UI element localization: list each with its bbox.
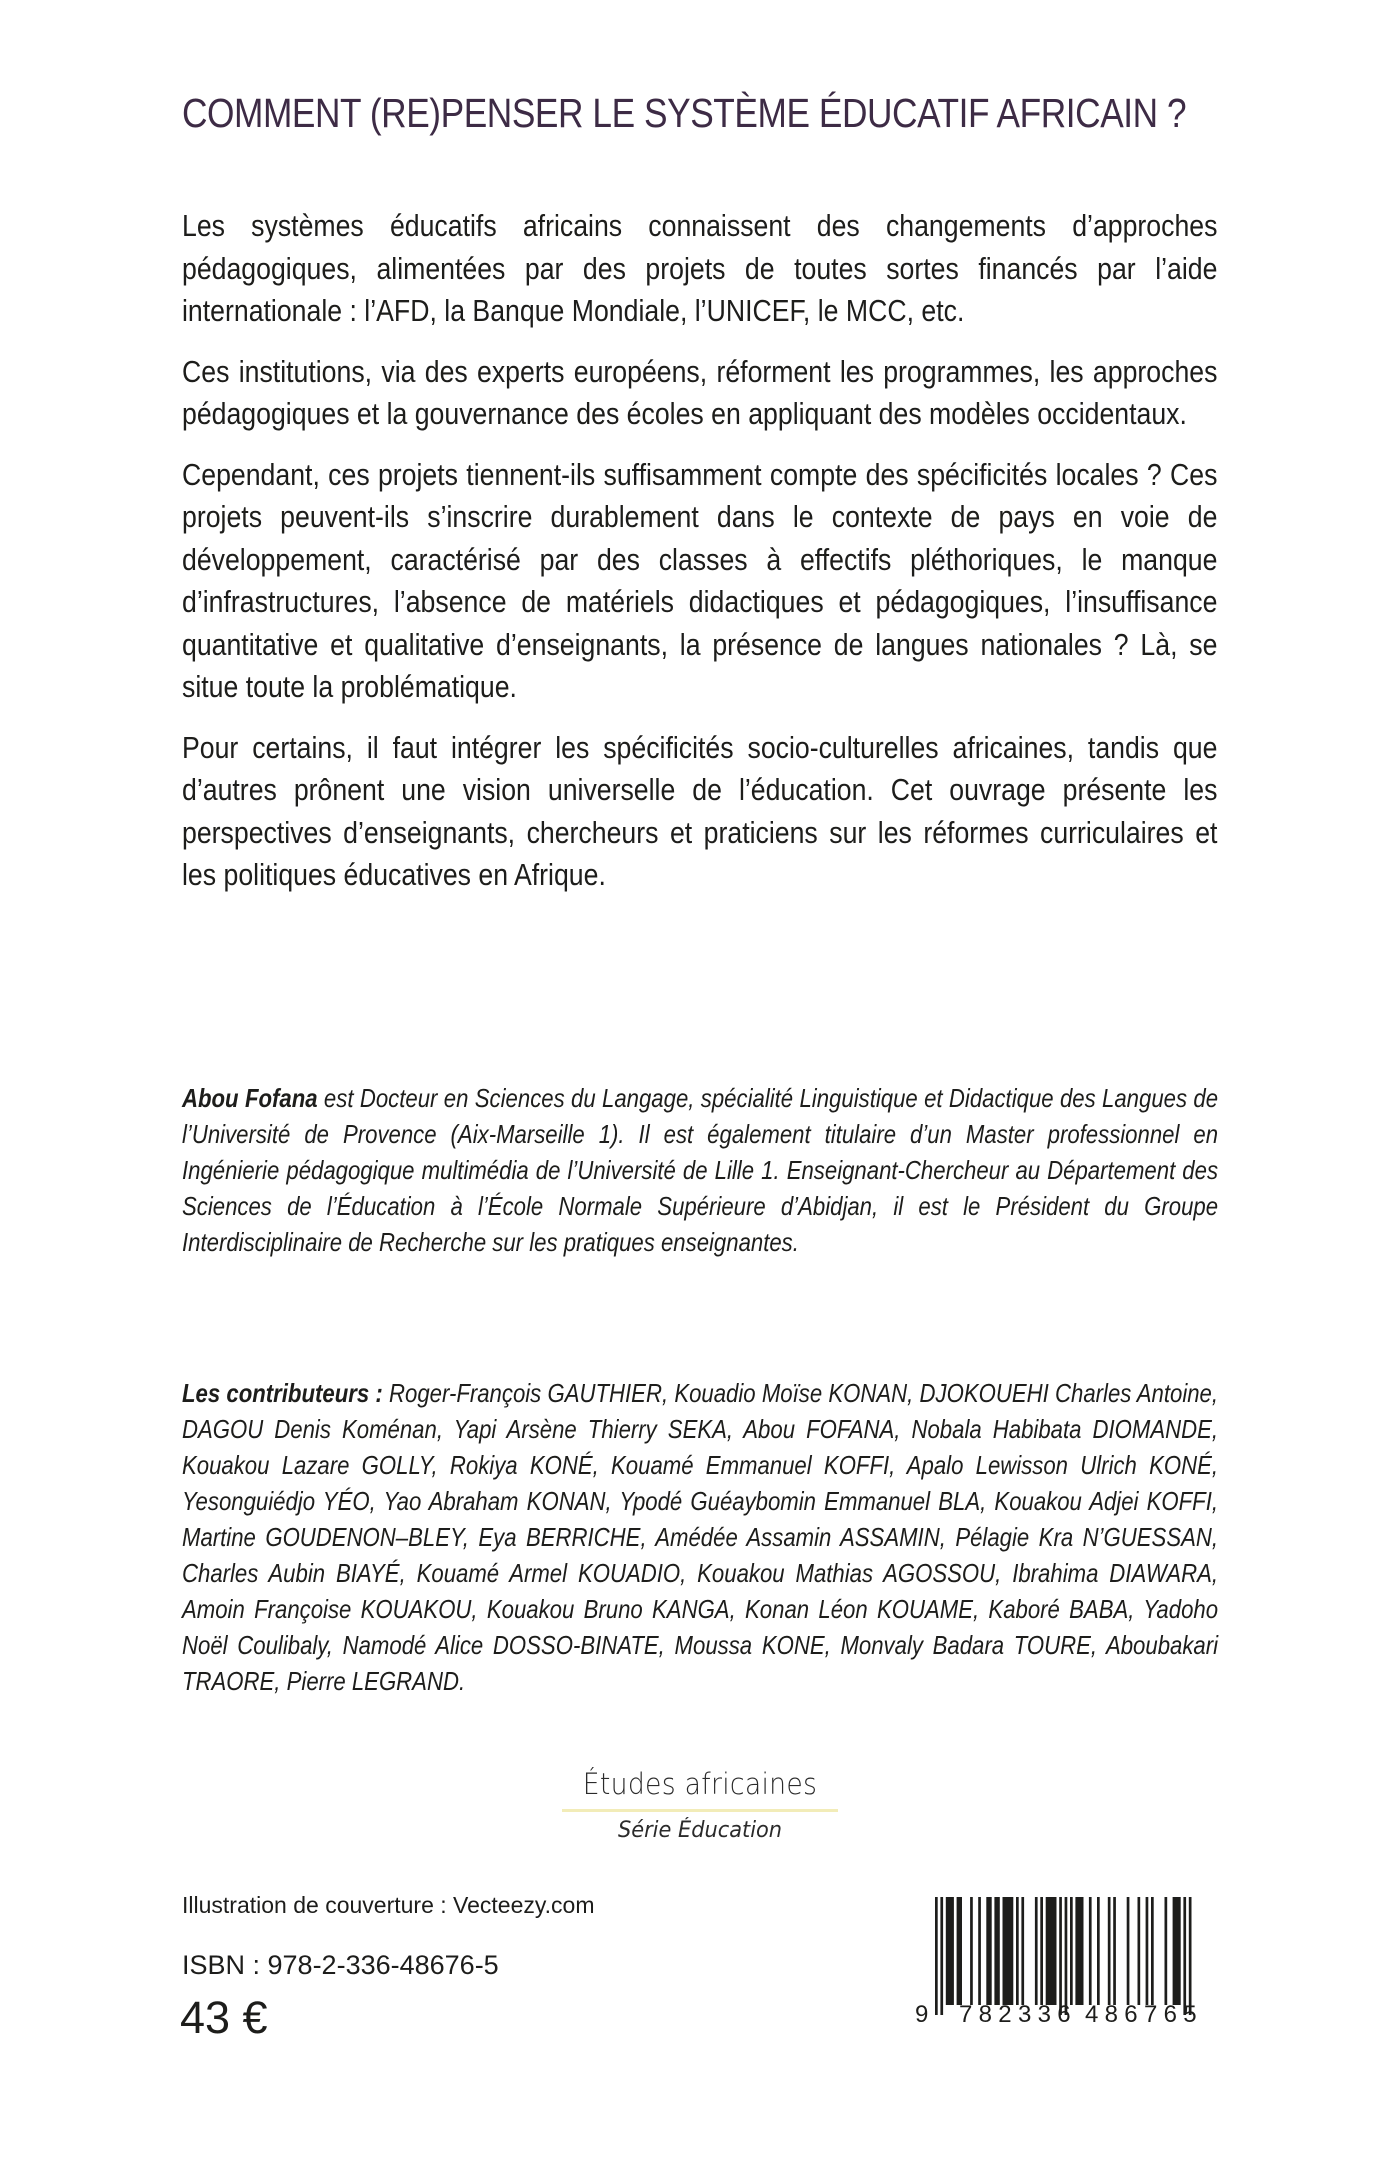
barcode-bar xyxy=(1127,1897,1130,2005)
barcode-bar xyxy=(940,1897,943,2015)
barcode-bar xyxy=(970,1897,973,2005)
author-bio-text: est Docteur en Sciences du Langage, spécialité Linguistique et Didactique des Langues de l’Université de Provence (Aix-Marseille 1). Il est également titulaire d’un Master professionnel en Ingénierie pédagogique multimédia de l’Université de Lille 1. Enseignant-Chercheur au Département des Sciences de l’Éducation à l’École Normale Supérieure d’Abidjan, il est le Président du Groupe Interdisciplinaire de Recherche sur les pratiques enseignantes. xyxy=(182,1083,1219,1257)
summary-paragraph: Ces institutions, via des experts européens, réforment les programmes, les approches pédagogiques et la gouvernance des écoles en appliquant des modèles occidentaux. xyxy=(182,353,1218,431)
barcode-bar xyxy=(1165,1897,1168,2005)
barcode-bar xyxy=(1016,1897,1019,2005)
barcode-bar xyxy=(1040,1897,1043,2005)
series-subtitle: Série Éducation xyxy=(617,1818,783,1843)
author-bio xyxy=(182,1080,1218,1260)
summary-text xyxy=(182,205,1217,915)
contributors-list: Roger-François GAUTHIER, Kouadio Moïse KONAN, DJOKOUEHI Charles Antoine, DAGOU Denis Koménan, Yapi Arsène Thierry SEKA, Abou FOFANA, Nobala Habibata DIOMANDE, Kouakou Lazare GOLLY, Rokiya KONÉ, Kouamé Emmanuel KOFFI, Apalo Lewisson Ulrich KONÉ, Yesonguiédjo YÉO, Yao Abraham KONAN, Ypodé Guéaybomin Emmanuel BLA, Kouakou Adjei KOFFI, Martine GOUDENON–BLEY, Eya BERRICHE, Amédée Assamin ASSAMIN, Pélagie Kra N’GUESSAN, Charles Aubin BIAYÉ, Kouamé Armel KOUADIO, Kouakou Mathias AGOSSOU, Ibrahima DIAWARA, Amoin Françoise KOUAKOU, Kouakou Bruno KANGA, Konan Léon KOUAME, Kaboré BABA, Yadoho Noël Coulibaly, Namodé Alice DOSSO-BINATE, Moussa KONE, Monvaly Badara TOURE, Aboubakari TRAORE, Pierre LEGRAND. xyxy=(182,1378,1219,1696)
series-divider xyxy=(562,1809,838,1812)
barcode-bar xyxy=(1183,1897,1186,2015)
barcode-bar xyxy=(1151,1897,1154,2005)
barcode-bar xyxy=(1021,1897,1024,2005)
series-logo xyxy=(560,1765,840,1846)
barcode-bar xyxy=(1089,1897,1092,2005)
barcode-bar xyxy=(994,1897,999,2005)
cover-title: COMMENT (RE)PENSER LE SYSTÈME ÉDUCATIF AFRICAIN ? xyxy=(182,90,1187,136)
summary-paragraph: Cependant, ces projets tiennent-ils suffisamment compte des spécificités locales ? Ces projets peuvent-ils s’inscrire durablement dans le contexte de pays en voie de développement, caractérisé par des classes à effectifs pléthoriques, le manque d’infrastructures, l’absence de matériels didactiques et pédagogiques, l’insuffisance quantitative et qualitative d’enseignants, la présence de langues nationales ? Là, se situe toute la problématique. xyxy=(182,456,1218,704)
isbn: ISBN : 978-2-336-48676-5 xyxy=(182,1950,499,1980)
barcode-bar xyxy=(946,1897,954,2005)
author-name: Abou Fofana xyxy=(182,1083,318,1113)
contributors xyxy=(182,1375,1218,1699)
barcode-bar xyxy=(1059,1897,1062,2015)
barcode-bar xyxy=(1108,1897,1111,2005)
barcode-bar xyxy=(1070,1897,1073,2005)
barcode-bars xyxy=(935,1897,1192,2015)
barcode-bar xyxy=(957,1897,962,2005)
barcode-bar xyxy=(1075,1897,1083,2005)
barcode-bar xyxy=(1035,1897,1038,2005)
barcode-bar xyxy=(1113,1897,1116,2005)
barcode-digits-left: 782336 xyxy=(959,2001,1077,2028)
barcode-digits-right: 486765 xyxy=(1085,2001,1203,2028)
barcode-bar xyxy=(986,1897,991,2005)
barcode-bar xyxy=(1003,1897,1014,2005)
barcode-bar xyxy=(1046,1897,1057,2005)
barcode-bar xyxy=(935,1897,938,2015)
barcode-bar xyxy=(1146,1897,1149,2005)
barcode-bar xyxy=(1189,1897,1192,2015)
barcode-bar xyxy=(1138,1897,1141,2005)
contributors-label: Les contributeurs : xyxy=(182,1378,383,1408)
illustration-credit: Illustration de couverture : Vecteezy.com xyxy=(182,1892,595,1918)
barcode-bar xyxy=(1173,1897,1181,2005)
series-name: Études africaines xyxy=(582,1767,818,1801)
summary-paragraph: Pour certains, il faut intégrer les spécificités socio-culturelles africaines, tandis que d’autres prônent une vision universelle de l’éducation. Cet ouvrage présente les perspectives d’enseignants, chercheurs et praticiens sur les réformes curriculaires et les politiques éducatives en Afrique. xyxy=(182,729,1218,892)
barcode-bar xyxy=(1097,1897,1100,2005)
barcode-digit-first: 9 xyxy=(915,2001,929,2028)
price: 43 € xyxy=(180,1992,268,2043)
summary-paragraph: Les systèmes éducatifs africains connaissent des changements d’approches pédagogiques, alimentées par des projets de toutes sortes financés par l’aide internationale : l’AFD, la Banque Mondiale, l’UNICEF, le MCC, etc. xyxy=(182,208,1218,328)
barcode-bar xyxy=(978,1897,981,2005)
barcode-bar xyxy=(1065,1897,1068,2015)
barcode-icon xyxy=(905,1892,1225,2032)
